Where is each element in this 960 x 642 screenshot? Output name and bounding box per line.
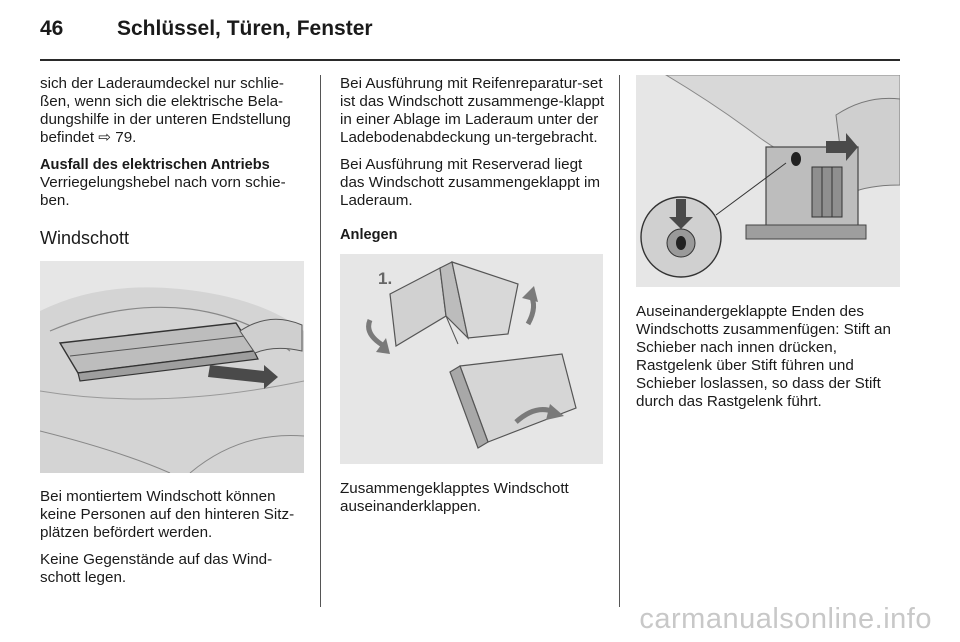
watermark: carmanualsonline.info — [639, 603, 932, 635]
unfold-caption: Zusammengeklapptes Windschott auseinanderklappen. — [340, 480, 569, 515]
section-heading-windschott: Windschott — [40, 228, 130, 248]
column-divider-2 — [619, 75, 620, 607]
header-rule — [40, 59, 900, 61]
unfold-illustration — [340, 254, 603, 464]
step-1-label: 1. — [378, 269, 393, 288]
page-ref-link[interactable]: 79. — [115, 129, 137, 146]
column-1 — [40, 75, 306, 587]
column-2 — [340, 75, 606, 516]
subheading-anlegen: Anlegen — [340, 227, 398, 243]
column-3 — [636, 75, 902, 411]
storage-paragraph-2: Bei Ausführung mit Reserverad liegt das Windschott zusammengeklappt im Laderaum. — [340, 156, 600, 209]
column-divider-1 — [320, 75, 321, 607]
joint-assembly-illustration — [636, 75, 900, 287]
subheading-failure: Ausfall des elektrischen Antriebs — [40, 157, 270, 173]
failure-paragraph: Verriegelungshebel nach vorn schie-ben. — [40, 174, 286, 209]
page-ref-icon: ⇨ — [98, 129, 112, 146]
intro-paragraph: sich der Laderaumdeckel nur schlie-ßen, wenn sich die elektrische Bela-dungshilfe in der unteren Endstellung befindet ⇨ 79. — [40, 75, 291, 146]
page-number: 46 — [40, 17, 64, 40]
assembly-caption: Auseinandergeklappte Enden des Windschotts zusammenfügen: Stift an Schieber nach innen drücken, Rastgelenk über Stift führen und Schieber loslassen, so dass der Stift durch das Rastgelenk führt. — [636, 303, 891, 410]
notice-paragraph: Keine Gegenstände auf das Wind-schott legen. — [40, 551, 273, 586]
storage-paragraph-1: Bei Ausführung mit Reifenreparatur-set ist das Windschott zusammenge-klappt in einer Ablage im Laderaum unter der Ladebodenabdeckung un-tergebracht. — [340, 75, 605, 146]
page-title: Schlüssel, Türen, Fenster — [117, 17, 373, 40]
windschott-trunk-illustration — [40, 261, 304, 473]
warning-paragraph: Bei montiertem Windschott können keine Personen auf den hinteren Sitz-plätzen befördert werden. — [40, 488, 295, 541]
